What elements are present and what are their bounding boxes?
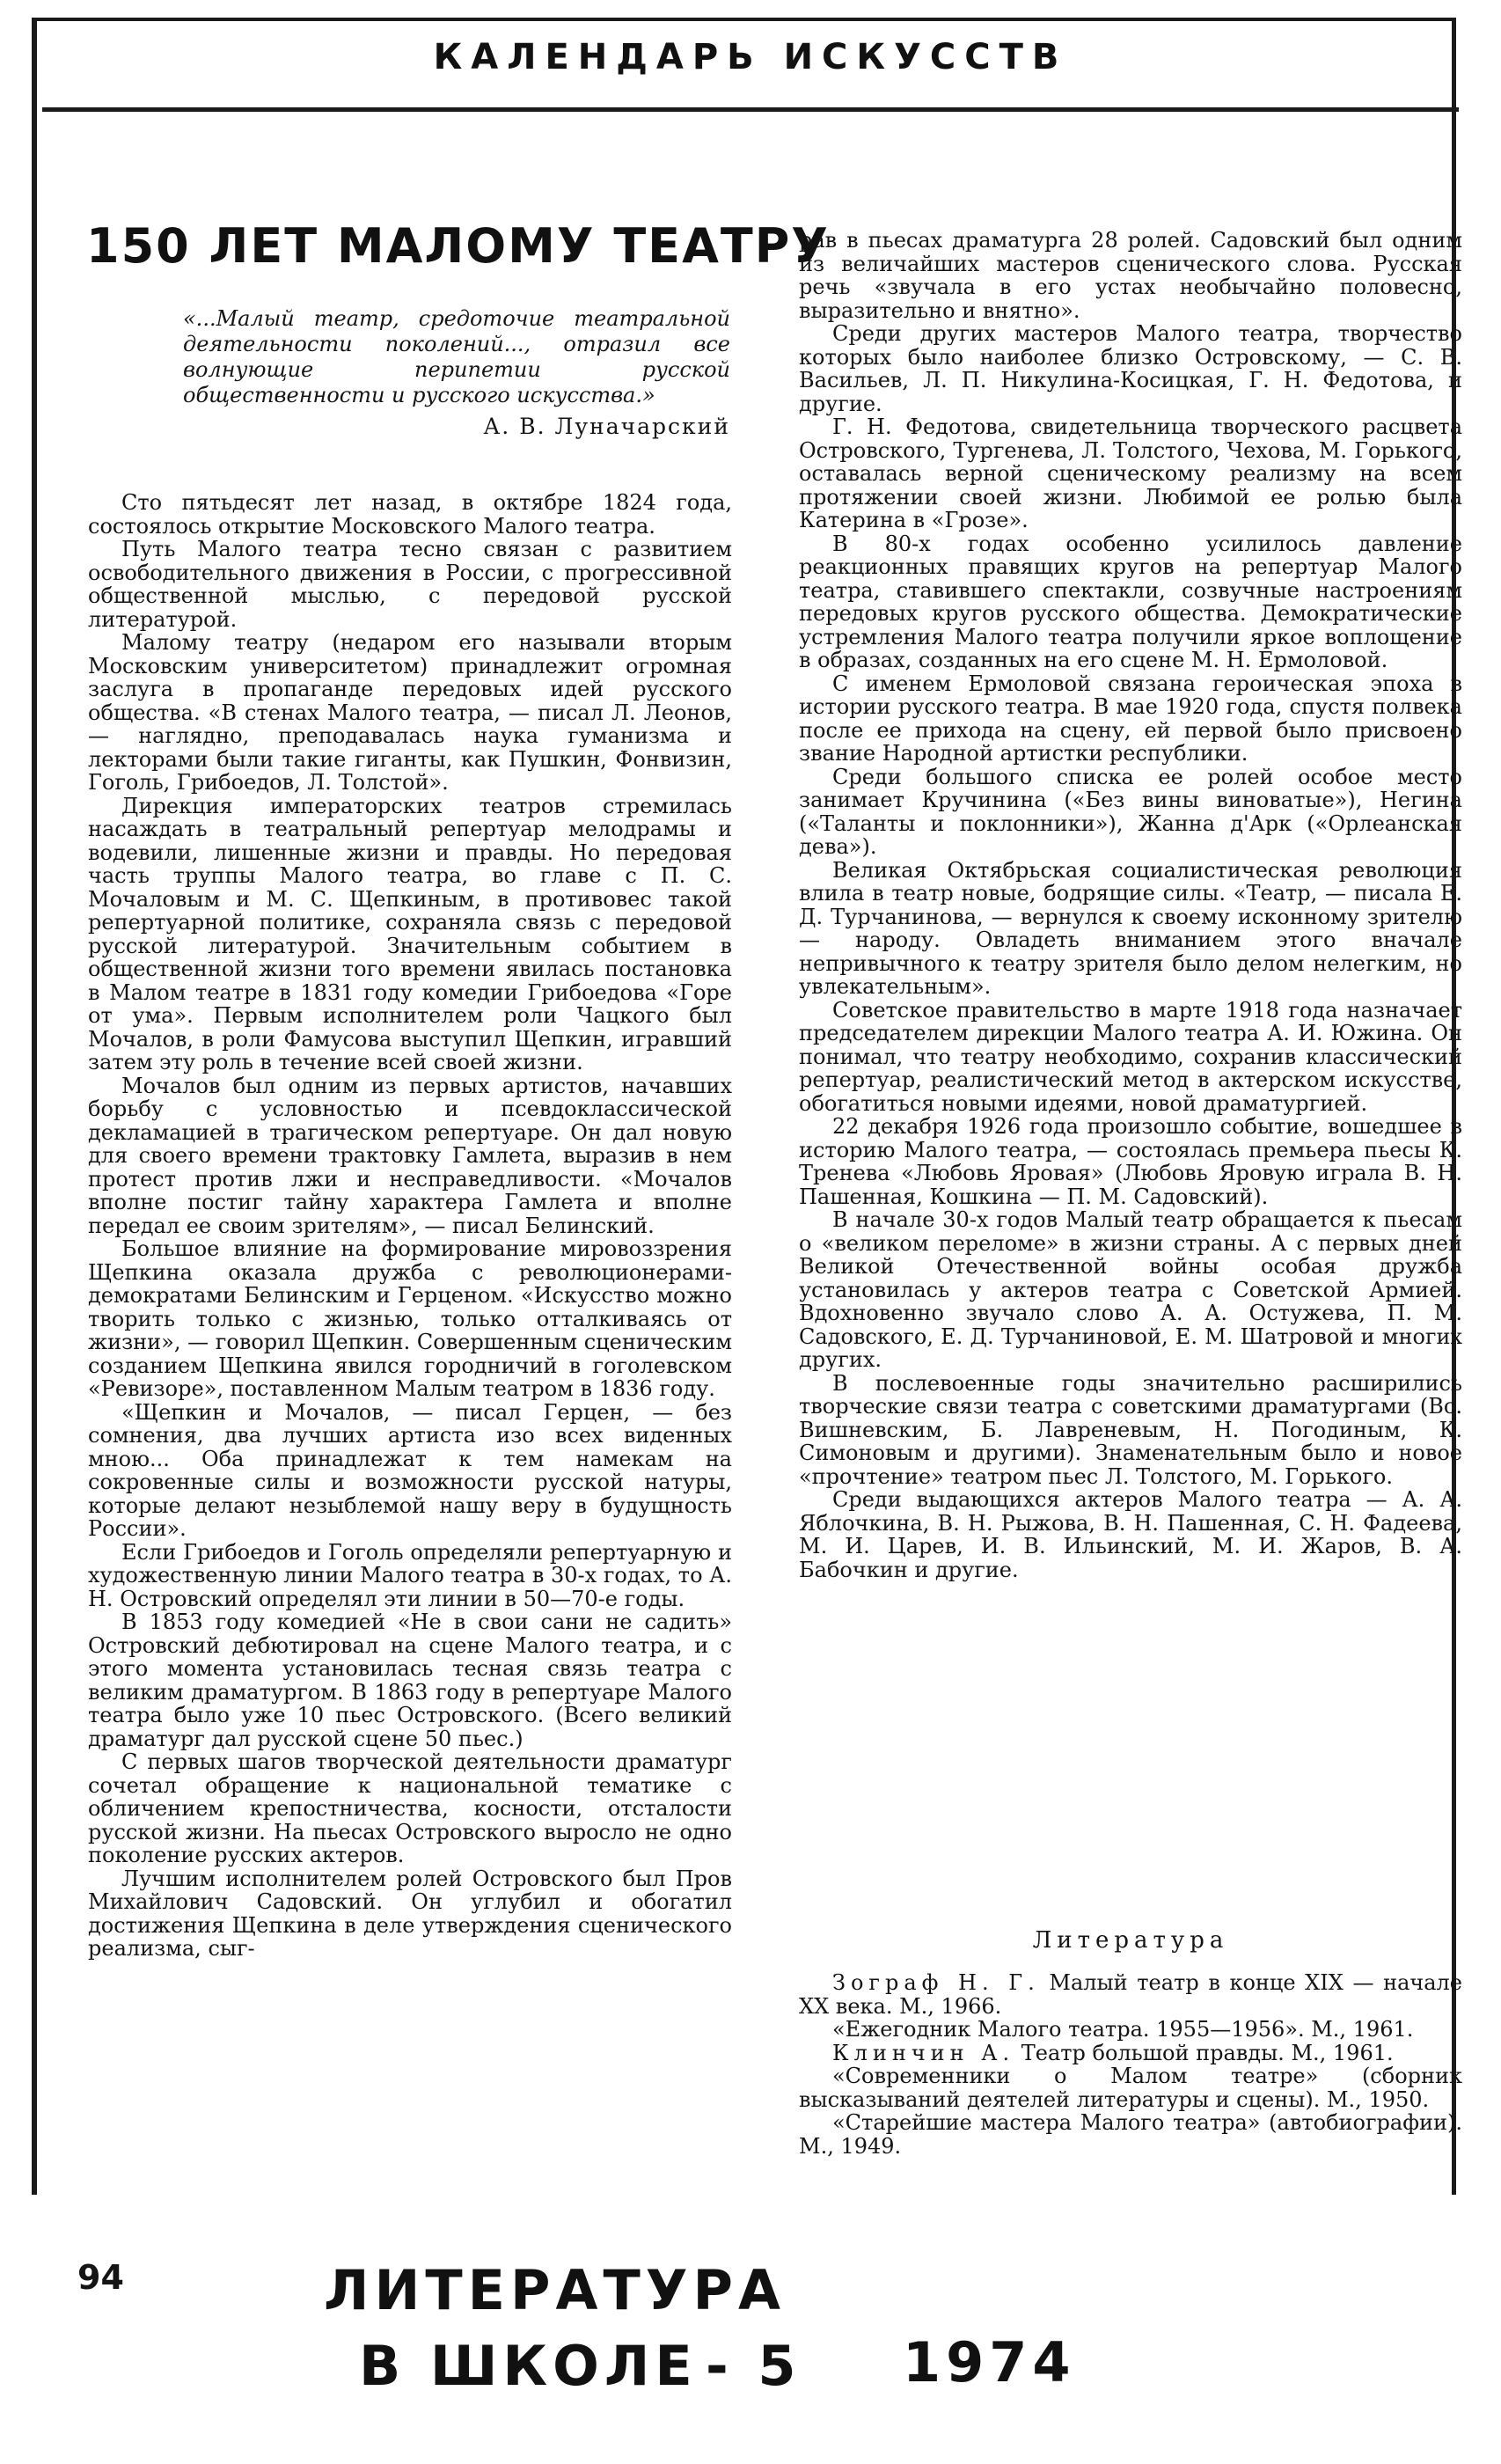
paragraph: Малому театру (недаром его называли вторым Московским университетом) принадлежит огромная заслуга в пропаганде передовых идей русского общества. «В стенах Малого театра, — писал Л. Леонов, — наглядно, преподавалась наука гуманизма и лекторами были такие гиганты, как Пушкин, Фонвизин, Гоголь, Грибоедов, Л. Толстой». xyxy=(88,630,732,795)
epigraph: «...Малый театр, средоточие театральной деятельности поколений..., отразил все волнующие перипетии русской общественности и русского искусства.» xyxy=(183,306,730,407)
journal-stamp-issue: - 5 xyxy=(706,2334,802,2398)
literature-author: Клинчин А. xyxy=(832,2040,1015,2065)
paragraph: С первых шагов творческой деятельности драматург сочетал обращение к национальной тематике с обличением крепостничества, косности, отсталости русской жизни. На пьесах Островского выросло не одно поколение русских актеров. xyxy=(88,1749,732,1867)
paragraph: Великая Октябрьская социалистическая революция влила в театр новые, бодрящие силы. «Театр, — писала Е. Д. Турчанинова, — вернулся к своему исконному зрителю — народу. Овладеть вниманием этого вначале непривычного к театру зрителя было делом нелегким, но увлекательным». xyxy=(799,857,1462,999)
paragraph: Лучшим исполнителем ролей Островского был Пров Михайлович Садовский. Он углубил и обогатил достижения Щепкина в деле утверждения сценического реализма, сыг- xyxy=(88,1866,732,1961)
paragraph: Советское правительство в марте 1918 года назначает председателем дирекции Малого театра А. И. Южина. Он понимал, что театру необходимо, сохранив классический репертуар, реалистический метод в актерском искусстве, обогатиться новыми идеями, новой драматургией. xyxy=(799,997,1462,1116)
paragraph: В 1853 году комедией «Не в свои сани не садить» Островский дебютировал на сцене Малого театра, и с этого момента установилась тесная связь театра с великим драматургом. В 1863 году в репертуаре Малого театра было уже 10 пьес Островского. (Всего великий драматург дал русской сцене 50 пьес.) xyxy=(88,1610,732,1751)
article-title: 150 ЛЕТ МАЛОМУ ТЕАТРУ xyxy=(86,218,830,274)
paragraph: 22 декабря 1926 года произошло событие, вошедшее в историю Малого театра, — состоялась премьера пьесы К. Тренева «Любовь Яровая» (Любовь Яровую играла В. Н. Пашенная, Кошкина — П. М. Садовский). xyxy=(799,1114,1462,1209)
paragraph: Если Грибоедов и Гоголь определяли репертуарную и художественную линии Малого театра в 30-х годах, то А. Н. Островский определял эти линии в 50—70-е годы. xyxy=(88,1539,732,1611)
literature-item xyxy=(799,2042,1462,2065)
literature-text: Театр большой правды. М., 1961. xyxy=(1014,2040,1394,2065)
paragraph: Большое влияние на формирование мировоззрения Щепкина оказала дружба с революционерами-демократами Белинским и Герценом. «Искусство можно творить только с жизнью, только отталкиваясь от жизни», — говорил Щепкин. Совершенным сценическим созданием Щепкина явился городничий в гоголевском «Ревизоре», поставленном Малым театром в 1836 году. xyxy=(88,1236,732,1401)
paragraph: С именем Ермоловой связана героическая эпоха в истории русского театра. В мае 1920 года, спустя полвека после ее прихода на сцену, ей первой было присвоено звание Народной артистки республики. xyxy=(799,671,1462,766)
paragraph: Сто пятьдесят лет назад, в октябре 1824 года, состоялось открытие Московского Малого театра. xyxy=(88,490,732,539)
page-number: 94 xyxy=(77,2258,124,2297)
literature-item xyxy=(799,2064,1462,2111)
paragraph: Г. Н. Федотова, свидетельница творческого расцвета Островского, Тургенева, Л. Толстого, Чехова, М. Горького, оставалась верной сценическому реализму на всем протяжении своей жизни. Любимой ее ролью была Катерина в «Грозе». xyxy=(799,414,1462,532)
paragraph: Среди большого списка ее ролей особое место занимает Кручинина («Без вины виноватые»), Негина («Таланты и поклонники»), Жанна д'Арк («Орлеанская дева»). xyxy=(799,764,1462,859)
literature-text: «Современники о Малом театре» (сборник высказываний деятелей литературы и сцены). М., 1950. xyxy=(799,2064,1462,2112)
paragraph: В 80-х годах особенно усилилось давление реакционных правящих кругов на репертуар Малого театра, ставившего спектакли, созвучные настроениям передовых кругов русского общества. Демократические устремления Малого театра получили яркое воплощение в образах, созданных на его сцене М. Н. Ермоловой. xyxy=(799,531,1462,672)
right-column xyxy=(799,229,1462,1581)
literature-text: Малый театр в конце XIX — начале XX века. М., 1966. xyxy=(799,1970,1463,2019)
paragraph: В начале 30-х годов Малый театр обращается к пьесам о «великом переломе» в жизни страны. А с первых дней Великой Отечественной войны особая дружба установилась у актеров театра с Советской Армией. Вдохновенно звучало слово А. А. Остужева, П. М. Садовского, Е. Д. Турчаниновой, Е. М. Шатровой и многих других. xyxy=(799,1207,1462,1372)
literature-text: «Ежегодник Малого театра. 1955—1956». М., 1961. xyxy=(832,2017,1414,2042)
journal-stamp-title: ЛИТЕРАТУРА xyxy=(324,2258,786,2322)
header-rule xyxy=(42,107,1459,112)
paragraph: «Щепкин и Мочалов, — писал Герцен, — без сомнения, два лучших артиста изо всех виденных мною... Оба принадлежат к тем намекам на сокровенные силы и возможности русской натуры, которые делают незыблемой нашу веру в будущность России». xyxy=(88,1399,732,1541)
paragraph: Среди выдающихся актеров Малого театра — А. А. Яблочкина, В. Н. Рыжова, В. Н. Пашенная, С. Н. Фадеева, М. И. Царев, И. В. Ильинский, М. И. Жаров, В. А. Бабочкин и другие. xyxy=(799,1487,1462,1582)
literature-heading: Литература xyxy=(1032,1927,1229,1954)
literature-item xyxy=(799,2111,1462,2158)
section-header: КАЛЕНДАРЬ ИСКУССТВ xyxy=(433,37,1068,77)
left-column xyxy=(88,491,732,1961)
literature-author: Зограф Н. Г. xyxy=(832,1970,1040,1995)
paragraph: Мочалов был одним из первых артистов, начавших борьбу с условностью и псевдоклассической декламацией в трагическом репертуаре. Он дал новую для своего времени трактовку Гамлета, выразив в нем протест против лжи и несправедливости. «Мочалов вполне постиг тайну характера Гамлета и вполне передал ее своим зрителям», — писал Белинский. xyxy=(88,1073,732,1238)
journal-stamp-subtitle: В ШКОЛЕ xyxy=(359,2334,698,2398)
paragraph: В послевоенные годы значительно расширились творческие связи театра с советскими драматургами (Вс. Вишневским, Б. Лавреневым, Н. Погодиным, К. Симоновым и другими). Знаменательным было и новое «прочтение» театром пьес Л. Толстого, М. Горького. xyxy=(799,1370,1462,1489)
epigraph-author: А. В. Луначарский xyxy=(483,414,730,439)
paragraph: рав в пьесах драматурга 28 ролей. Садовский был одним из величайших мастеров сценического слова. Русская речь «звучала в его устах необычайно половесно, выразительно и внятно». xyxy=(799,228,1462,323)
paragraph: Среди других мастеров Малого театра, творчество которых было наиболее близко Островскому, — С. В. Васильев, Л. П. Никулина-Косицкая, Г. Н. Федотова, и другие. xyxy=(799,321,1462,416)
literature-list xyxy=(799,1971,1462,2158)
paragraph: Путь Малого театра тесно связан с развитием освободительного движения в России, с прогрессивной общественной мыслью, с передовой русской литературой. xyxy=(88,537,732,632)
literature-text: «Старейшие мастера Малого театра» (автобиографии). М., 1949. xyxy=(799,2110,1462,2159)
literature-item xyxy=(799,1971,1462,2018)
journal-stamp-year: 1974 xyxy=(903,2330,1076,2394)
paragraph: Дирекция императорских театров стремилась насаждать в театральный репертуар мелодрамы и водевили, лишенные жизни и правды. Но передовая часть труппы Малого театра, во главе с П. С. Мочаловым и М. С. Щепкиным, в противовес такой репертуарной политике, сохраняла связь с передовой русской литературой. Значительным событием в общественной жизни того времени явилась постановка в Малом театре в 1831 году комедии Грибоедова «Горе от ума». Первым исполнителем роли Чацкого был Мочалов, в роли Фамусова выступил Щепкин, игравший затем эту роль в течение всей своей жизни. xyxy=(88,793,732,1074)
literature-item xyxy=(799,2018,1462,2042)
